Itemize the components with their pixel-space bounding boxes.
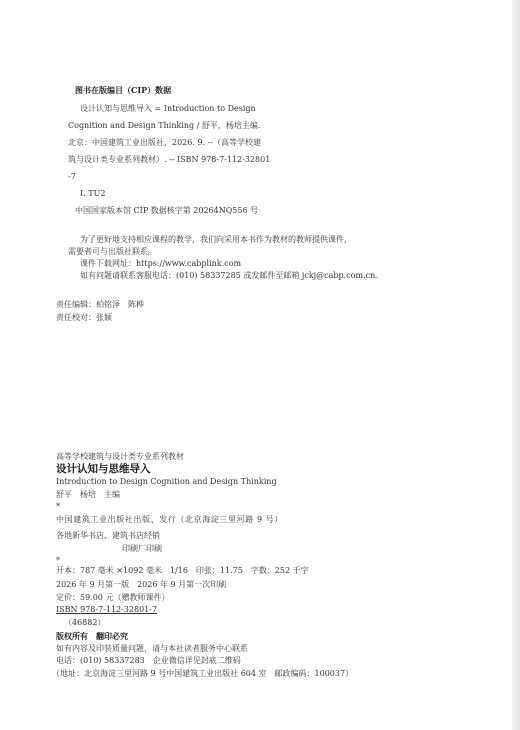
- book-title-cn: 设计认知与思维导入: [56, 463, 151, 475]
- cip-number: 中国国家版本馆 CIP 数据核字第 20264NQ556 号: [75, 206, 259, 215]
- rights-reserved: 版权所有 翻印必究: [56, 631, 128, 641]
- book-title-en: Introduction to Design Cognition and Design Thinking: [56, 477, 277, 486]
- cip-line-1: 设计认知与思维导入 = Introduction to Design: [80, 104, 256, 113]
- cip-line-3: 北京：中国建筑工业出版社，2026. 9. --（高等学校建: [68, 138, 262, 147]
- separator-star-2: *: [56, 556, 60, 565]
- notice-contact: 如有问题请联系客服电话：(010) 58337285 或发邮件至邮箱 jckj@cabp.com.cn。: [80, 271, 384, 280]
- publisher-address: （地址：北京海淀三里河路 9 号中国建筑工业出版社 604 室 邮政编码：100037）: [52, 669, 354, 678]
- separator-star: *: [56, 502, 60, 511]
- publisher-line: 中国建筑工业出版社出版、发行（北京海淀三里河路 9 号）: [56, 515, 283, 524]
- cip-line-4: 筑与设计类专业系列教材）. -- ISBN 978-7-112-32801: [68, 155, 271, 164]
- service-phone: 电话：(010) 58337283 企业微信详见封底二维码: [56, 656, 241, 665]
- cip-line-5: -7: [68, 172, 76, 181]
- cip-heading: 图书在版编目（CIP）数据: [75, 85, 172, 95]
- distributors-line: 各地新华书店、建筑书店经销: [56, 531, 160, 540]
- page-edge-shadow: [512, 0, 520, 730]
- edition-line: 2026 年 9 月第一版 2026 年 9 月第一次印刷: [56, 580, 227, 589]
- notice-line-2: 需要者可与出版社联系。: [68, 247, 156, 256]
- notice-line-1: 为了更好地支持相应课程的教学，我们向采用本书作为教材的教师提供课件，: [80, 235, 352, 244]
- printer-line: 印刷厂印刷: [122, 544, 162, 553]
- book-authors: 舒平 杨培 主编: [56, 490, 120, 499]
- isbn-line: ISBN 978-7-112-32801-7: [56, 605, 158, 614]
- quality-note: 如有内容及印装质量问题，请与本社读者服务中心联系: [56, 644, 248, 653]
- responsible-editors: 责任编辑：柏铭泽 陈桦: [56, 300, 144, 309]
- format-specs: 开本：787 毫米 ×1092 毫米 1/16 印张：11.75 字数：252 千字: [56, 566, 309, 575]
- cip-line-2: Cognition and Design Thinking / 舒平，杨培主编．: [68, 121, 266, 130]
- responsible-proofreader: 责任校对：张颖: [56, 313, 112, 322]
- catalog-code: （46882）: [64, 618, 106, 627]
- cip-classification: Ⅰ. TU2: [80, 189, 106, 198]
- series-name: 高等学校建筑与设计类专业系列教材: [56, 452, 184, 461]
- price-line: 定价：59.00 元（赠教师课件）: [56, 593, 170, 602]
- notice-download-url: 课件下载网址：https://www.cabplink.com: [80, 259, 242, 268]
